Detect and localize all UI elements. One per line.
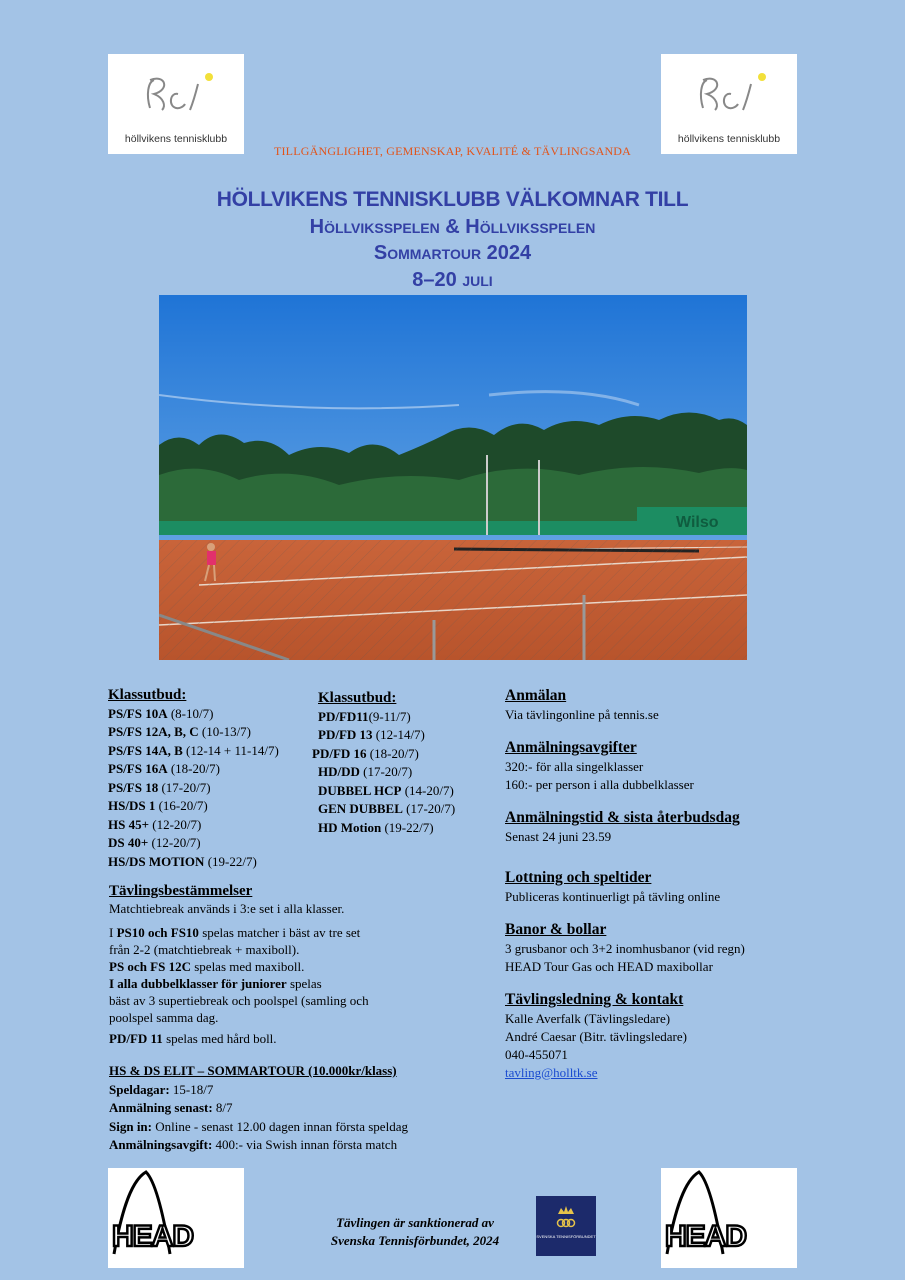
contact-assistant: André Caesar (Bitr. tävlingsledare) <box>505 1029 687 1044</box>
rules-p5: PD/FD 11 spelas med hård boll. <box>109 1031 277 1046</box>
rules-p2-line2: från 2-2 (matchtiebreak + maxiboll). <box>109 942 300 957</box>
deadline-heading: Anmälningstid & sista återbudsdag <box>505 809 740 826</box>
class-item: PD/FD 13 (12-14/7) <box>318 727 425 742</box>
title-line-3: Sommartour 2024 <box>373 242 532 264</box>
classes-mid <box>312 689 455 837</box>
elite-signin: Sign in: Online - senast 12.00 dagen innan första speldag <box>109 1118 408 1134</box>
registration-text: Via tävlingonline på tennis.se <box>505 707 659 722</box>
class-item: PS/FS 18 (17-20/7) <box>108 779 211 795</box>
class-item: PD/FD 16 (18-20/7) <box>312 745 419 761</box>
class-item: HD/DD (17-20/7) <box>318 764 413 779</box>
class-item: GEN DUBBEL (17-20/7) <box>318 801 456 816</box>
fees-singles: 320:- för alla singelklasser <box>505 759 644 774</box>
class-item: HD Motion (19-22/7) <box>318 819 434 835</box>
rules-p3: PS och FS 12C spelas med maxiboll. <box>109 959 305 974</box>
class-item: HS/DS MOTION (19-22/7) <box>108 853 257 869</box>
contact-heading: Tävlingsledning & kontakt <box>505 991 684 1008</box>
courts-heading: Banor & bollar <box>505 921 607 938</box>
stf-logo-label: SVENSKA TENNISFÖRBUNDET <box>536 1234 596 1239</box>
title-line-2: Höllviksspelen & Höllviksspelen <box>309 216 596 238</box>
elite-days: Speldagar: 15-18/7 <box>109 1081 214 1097</box>
registration-heading: Anmälan <box>505 687 567 704</box>
rules-p4-line2: bäst av 3 supertiebreak och poolspel (samling och <box>109 993 369 1008</box>
rules-p4: I alla dubbelklasser för juniorer spelas <box>109 976 322 991</box>
sanction-text <box>300 1214 530 1250</box>
rules-p4-line3: poolspel samma dag. <box>109 1010 219 1025</box>
classes-mid-heading: Klassutbud: <box>318 690 397 706</box>
class-item: HS/DS 1 (16-20/7) <box>108 798 208 813</box>
club-logo-label: höllvikens tennisklubb <box>124 133 228 145</box>
svg-text:Wilso: Wilso <box>676 514 719 531</box>
classes-left <box>108 686 279 871</box>
class-item: PS/FS 12A, B, C (10-13/7) <box>108 724 252 739</box>
rules-section <box>109 883 469 1047</box>
contact-phone: 040-455071 <box>505 1047 568 1062</box>
contact-leader: Kalle Averfalk (Tävlingsledare) <box>505 1011 671 1026</box>
slogan: TILLGÄNGLIGHET, GEMENSKAP, KVALITÉ & TÄVLINGSANDA <box>273 144 632 158</box>
fees-heading: Anmälningsavgifter <box>505 739 637 756</box>
club-logo-icon <box>661 60 797 130</box>
title-line-4: 8–20 juli <box>412 269 493 291</box>
club-logo-left <box>108 54 244 154</box>
deadline-text: Senast 24 juni 23.59 <box>505 829 612 844</box>
balls-text: HEAD Tour Gas och HEAD maxibollar <box>505 959 713 974</box>
stf-logo <box>536 1196 596 1256</box>
club-logo-icon <box>108 60 244 130</box>
elite-fee: Anmälningsavgift: 400:- via Swish innan första match <box>109 1137 398 1152</box>
class-item: PS/FS 16A (18-20/7) <box>108 761 220 776</box>
class-item: HS 45+ (12-20/7) <box>108 816 202 832</box>
head-logo-left <box>108 1168 244 1268</box>
class-item: DUBBEL HCP (14-20/7) <box>318 782 454 798</box>
head-logo-text: HEAD <box>112 1220 194 1253</box>
club-logo-right <box>661 54 797 154</box>
elite-section <box>109 1062 489 1155</box>
fees-doubles: 160:- per person i alla dubbelklasser <box>505 777 694 792</box>
club-logo-label: höllvikens tennisklubb <box>677 133 781 145</box>
sanction-line-1: Tävlingen är sanktionerad av <box>336 1215 494 1230</box>
rules-p1: Matchtiebreak används i 3:e set i alla klasser. <box>109 901 345 916</box>
contact-email-link[interactable]: tavling@holltk.se <box>505 1065 598 1080</box>
head-logo-right <box>661 1168 797 1268</box>
courts-text: 3 grusbanor och 3+2 inomhusbanor (vid regn) <box>505 941 745 956</box>
head-logo-text: HEAD <box>665 1220 747 1253</box>
rules-p2: I PS10 och FS10 spelas matcher i bäst av tre set <box>109 925 361 940</box>
elite-registration: Anmälning senast: 8/7 <box>109 1100 233 1115</box>
classes-left-heading: Klassutbud: <box>108 687 187 703</box>
class-item: PS/FS 10A (8-10/7) <box>108 705 214 721</box>
crown-icon <box>536 1196 596 1256</box>
rules-heading: Tävlingsbestämmelser <box>109 883 253 899</box>
tennis-court-photo <box>159 295 747 660</box>
title-line-1: HÖLLVIKENS TENNISKLUBB VÄLKOMNAR TILL <box>216 188 689 211</box>
sanction-line-2: Svenska Tennisförbundet, 2024 <box>330 1233 500 1248</box>
classes-mid-list <box>312 708 455 838</box>
classes-left-list <box>108 705 279 872</box>
class-item: DS 40+ (12-20/7) <box>108 835 201 850</box>
draw-heading: Lottning och speltider <box>505 869 652 886</box>
elite-heading: HS & DS ELIT – SOMMARTOUR (10.000kr/klass) <box>109 1063 397 1078</box>
draw-text: Publiceras kontinuerligt på tävling online <box>505 889 721 904</box>
class-item: PD/FD11(9-11/7) <box>318 708 411 724</box>
class-item: PS/FS 14A, B (12-14 + 11-14/7) <box>108 742 279 758</box>
info-column <box>505 672 787 1082</box>
